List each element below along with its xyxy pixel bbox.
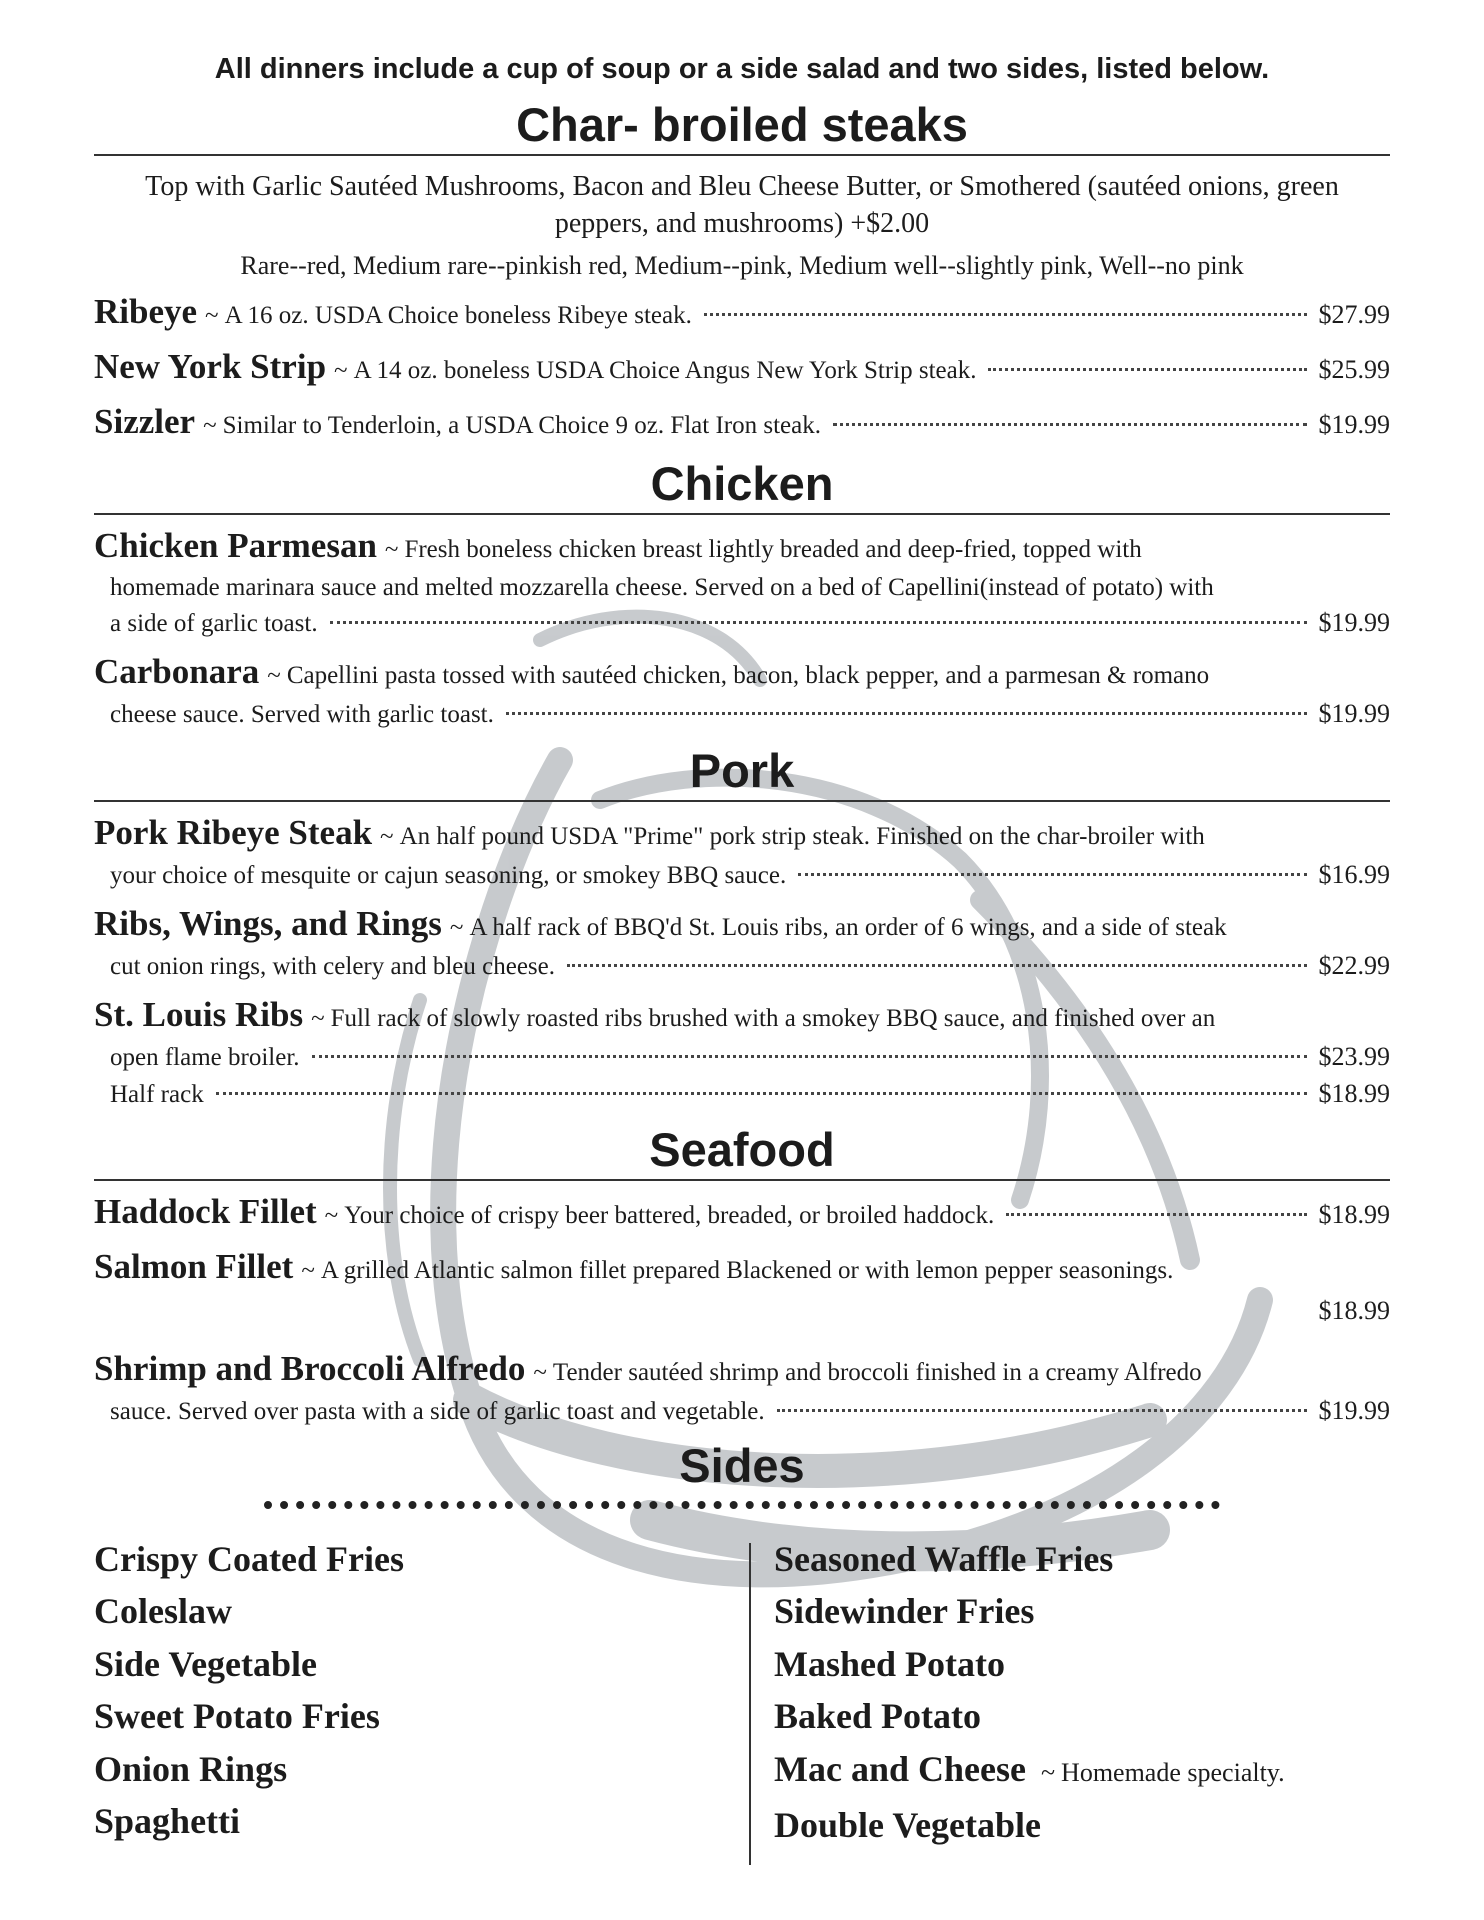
menu-item-st-louis-ribs	[94, 990, 1390, 1112]
item-description: An half pound USDA "Prime" pork strip steak. Finished on the char-broiler with	[399, 822, 1205, 850]
item-description-cont: sauce. Served over pasta with a side of garlic toast and vegetable.	[110, 1398, 765, 1426]
tilde-separator: ~	[384, 535, 399, 563]
item-name: Haddock Fillet	[94, 1192, 317, 1232]
side-item-note: Homemade specialty.	[1061, 1757, 1285, 1787]
item-price: $19.99	[1318, 607, 1390, 637]
dot-leader	[567, 964, 1307, 967]
item-description: Full rack of slowly roasted ribs brushed with a smokey BBQ sauce, and finished over an	[330, 1005, 1216, 1033]
item-description: A grilled Atlantic salmon fillet prepared Blackened or with lemon pepper seasonings.	[320, 1257, 1174, 1285]
section-title-pork: Pork	[94, 747, 1390, 802]
item-price: $25.99	[1318, 354, 1390, 384]
dot-leader	[777, 1409, 1307, 1412]
item-description-cont: homemade marinara sauce and melted mozzarella cheese. Served on a bed of Capellini(instead of potato) with	[110, 573, 1214, 601]
section-title-chicken: Chicken	[94, 460, 1390, 515]
dot-leader	[312, 1055, 1307, 1058]
item-description: Similar to Tenderloin, a USDA Choice 9 oz. Flat Iron steak.	[222, 411, 821, 439]
item-description: A half rack of BBQ'd St. Louis ribs, an order of 6 wings, and a side of steak	[469, 914, 1227, 941]
sides-dotted-rule	[264, 1501, 1220, 1509]
menu-item-sizzler	[94, 397, 1390, 446]
tilde-separator: ~	[449, 914, 464, 941]
side-item: Seasoned Waffle Fries	[774, 1538, 1114, 1579]
dot-leader	[833, 423, 1307, 426]
item-description-cont: a side of garlic toast.	[110, 609, 318, 637]
menu-item-pork-ribeye-steak	[94, 808, 1390, 893]
side-item: Coleslaw	[94, 1591, 232, 1632]
dinner-includes-note: All dinners include a cup of soup or a side salad and two sides, listed below.	[214, 53, 1270, 85]
menu-item-new-york-strip	[94, 342, 1390, 391]
item-description: A 14 oz. boneless USDA Choice Angus New York Strip steak.	[353, 356, 977, 384]
item-description: Capellini pasta tossed with sautéed chicken, bacon, black pepper, and a parmesan & romano	[286, 662, 1210, 690]
section-title-steaks: Char- broiled steaks	[94, 101, 1390, 156]
item-description: Fresh boneless chicken breast lightly breaded and deep-fried, topped with	[404, 535, 1142, 563]
item-name: Salmon Fillet	[94, 1247, 294, 1287]
steak-topping-note: Top with Garlic Sautéed Mushrooms, Bacon and Bleu Cheese Butter, or Smothered (sautéed onions, green peppers, and mushrooms) +$2.00	[145, 170, 1339, 240]
tilde-separator: ~	[203, 411, 217, 439]
half-rack-label: Half rack	[110, 1080, 204, 1108]
side-item: Sidewinder Fries	[774, 1591, 1035, 1632]
steak-doneness-guide: Rare--red, Medium rare--pinkish red, Medium--pink, Medium well--slightly pink, Well--no pink	[240, 250, 1244, 280]
menu-item-carbonara	[94, 647, 1390, 732]
item-price: $19.99	[1318, 699, 1390, 729]
section-title-sides: Sides	[679, 1438, 805, 1492]
item-name: Sizzler	[94, 401, 196, 441]
item-description-cont: cut onion rings, with celery and bleu cheese.	[110, 953, 555, 980]
item-description: Tender sautéed shrimp and broccoli finished in a creamy Alfredo	[552, 1359, 1202, 1387]
dot-leader	[798, 873, 1306, 876]
section-title-seafood: Seafood	[94, 1126, 1390, 1181]
item-price: $18.99	[1318, 1200, 1390, 1230]
tilde-separator: ~	[1040, 1757, 1056, 1787]
half-rack-price: $18.99	[1318, 1078, 1390, 1108]
item-price: $16.99	[1318, 859, 1390, 889]
item-price: $18.99	[1318, 1296, 1390, 1326]
sides-column-divider	[749, 1543, 751, 1865]
item-description-cont: your choice of mesquite or cajun seasoning, or smokey BBQ sauce.	[110, 861, 787, 889]
side-item: Sweet Potato Fries	[94, 1696, 380, 1737]
half-rack-option	[94, 1076, 1390, 1112]
item-description: Your choice of crispy beer battered, breaded, or broiled haddock.	[344, 1202, 995, 1230]
side-item-name: Mac and Cheese	[774, 1748, 1026, 1789]
item-name: Shrimp and Broccoli Alfredo	[94, 1349, 526, 1389]
dot-leader	[330, 621, 1307, 624]
item-price: $23.99	[1318, 1042, 1390, 1072]
dot-leader	[216, 1092, 1307, 1095]
dot-leader	[506, 712, 1307, 715]
item-price: $19.99	[1318, 409, 1390, 439]
menu-item-ribeye	[94, 287, 1390, 336]
side-item: Side Vegetable	[94, 1643, 318, 1684]
menu-item-chicken-parmesan	[94, 521, 1390, 641]
item-price: $27.99	[1318, 299, 1390, 329]
tilde-separator: ~	[301, 1257, 315, 1285]
tilde-separator: ~	[533, 1359, 547, 1387]
item-name: St. Louis Ribs	[94, 995, 304, 1035]
item-description: A 16 oz. USDA Choice boneless Ribeye steak.	[224, 301, 692, 329]
menu-item-ribs-wings-rings	[94, 899, 1390, 984]
menu-item-salmon-fillet	[94, 1242, 1390, 1330]
side-item: Baked Potato	[774, 1696, 981, 1737]
menu-page	[94, 52, 1390, 1852]
sides-left-column	[94, 1533, 710, 1852]
menu-item-shrimp-broccoli-alfredo	[94, 1344, 1390, 1429]
tilde-separator: ~	[311, 1005, 325, 1033]
side-item: Spaghetti	[94, 1801, 241, 1842]
item-name: Ribeye	[94, 291, 198, 331]
side-item: Mashed Potato	[774, 1643, 1005, 1684]
tilde-separator: ~	[205, 301, 219, 329]
item-name: Ribs, Wings, and Rings	[94, 904, 442, 943]
item-name: Carbonara	[94, 652, 260, 692]
tilde-separator: ~	[324, 1202, 339, 1230]
item-price: $22.99	[1318, 951, 1390, 980]
tilde-separator: ~	[380, 822, 394, 850]
dot-leader	[988, 368, 1306, 371]
side-item: Crispy Coated Fries	[94, 1538, 404, 1579]
dot-leader	[704, 313, 1307, 316]
item-name: New York Strip	[94, 346, 327, 386]
tilde-separator: ~	[334, 356, 348, 384]
sides-list	[94, 1533, 1390, 1852]
tilde-separator: ~	[267, 662, 281, 690]
dot-leader	[1006, 1213, 1306, 1216]
item-name: Chicken Parmesan	[94, 525, 377, 565]
side-item: Onion Rings	[94, 1748, 288, 1789]
item-description-cont: cheese sauce. Served with garlic toast.	[110, 701, 494, 729]
item-price: $19.99	[1318, 1396, 1390, 1426]
item-description-cont: open flame broiler.	[110, 1044, 300, 1072]
sides-right-column	[710, 1533, 1390, 1852]
menu-item-haddock-fillet	[94, 1187, 1390, 1236]
side-item: Double Vegetable	[774, 1805, 1042, 1846]
item-name: Pork Ribeye Steak	[94, 812, 373, 852]
side-item-mac-and-cheese	[774, 1743, 1390, 1800]
